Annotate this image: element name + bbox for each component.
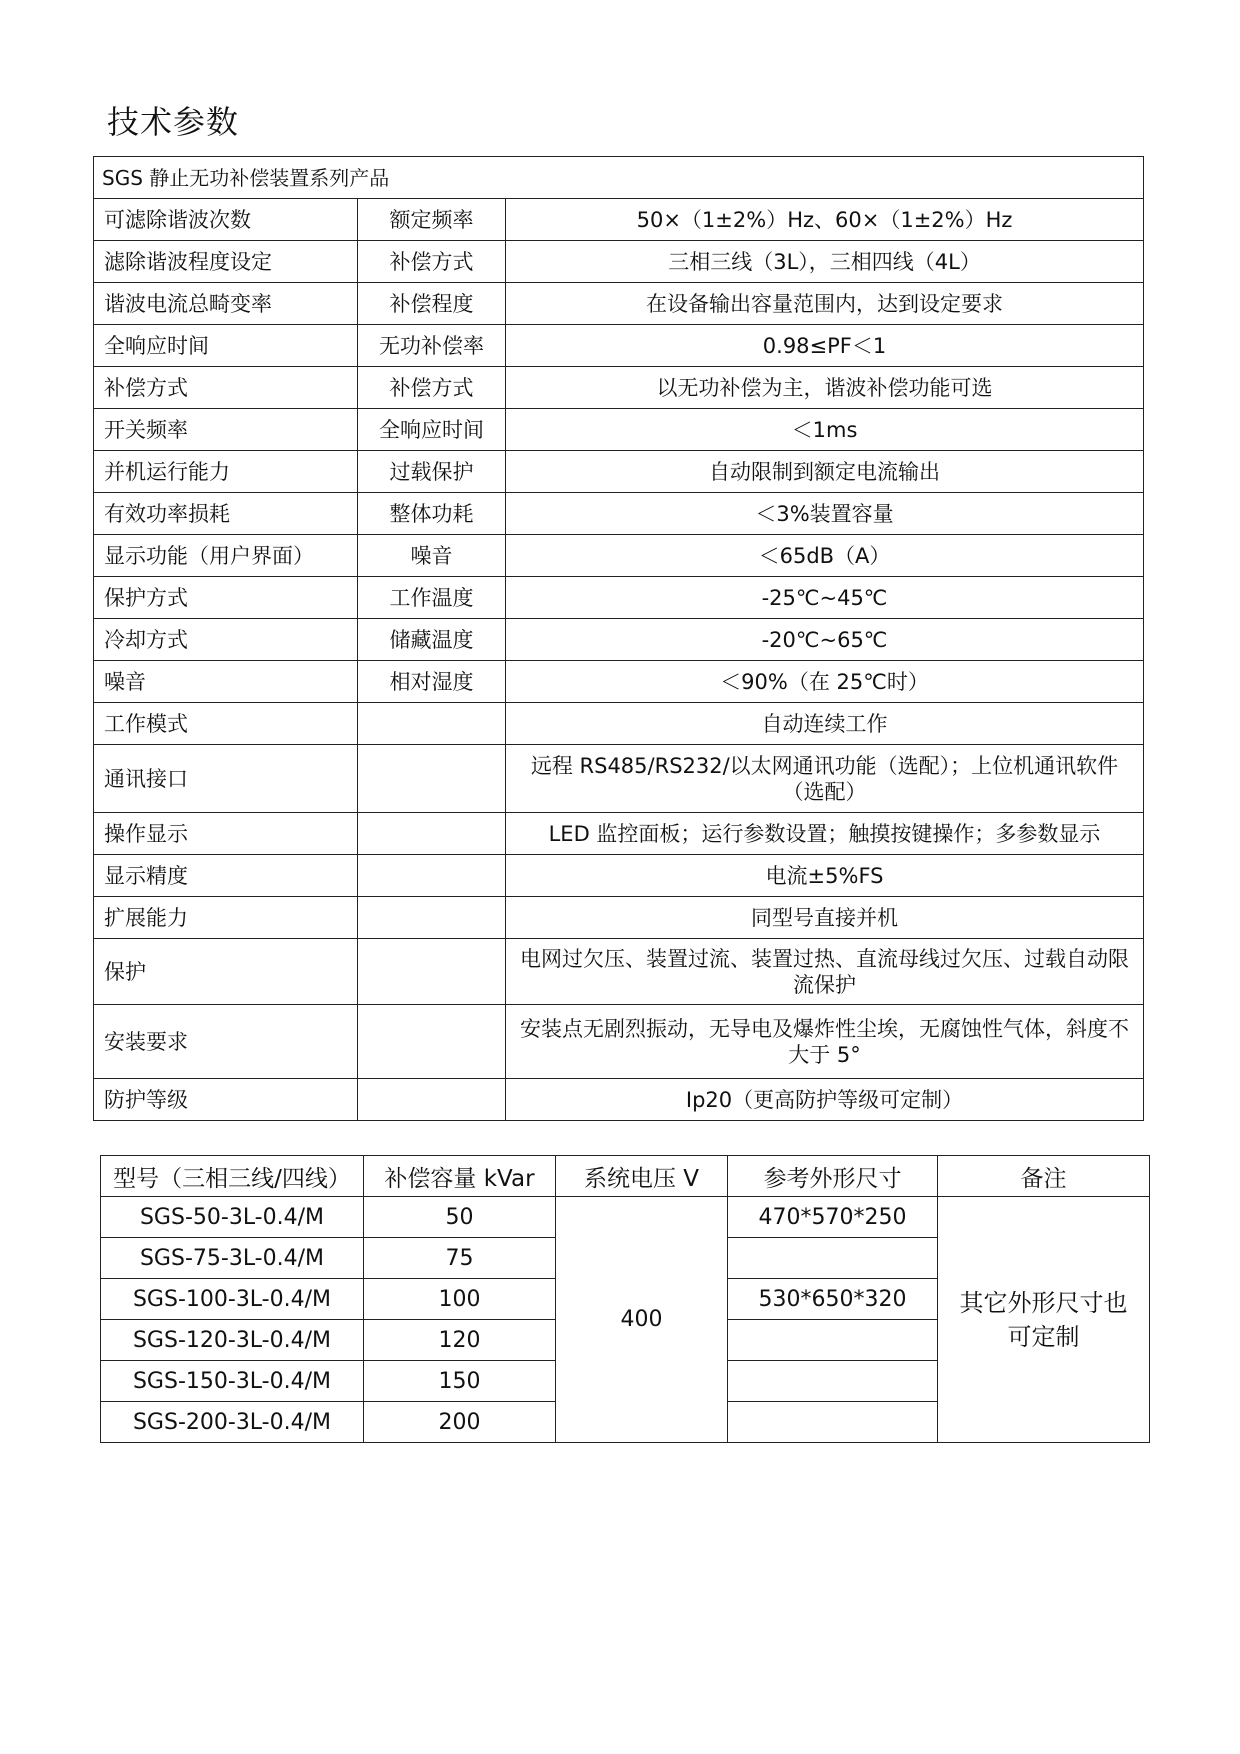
item-cell: 整体功耗 — [358, 493, 506, 535]
item-cell — [358, 1005, 506, 1079]
param-cell: 有效功率损耗 — [94, 493, 358, 535]
table-row — [94, 409, 1144, 451]
item-cell: 补偿程度 — [358, 283, 506, 325]
item-cell: 无功补偿率 — [358, 325, 506, 367]
size-cell — [728, 1238, 938, 1279]
capacity-cell: 120 — [364, 1320, 556, 1361]
value-cell: -25℃~45℃ — [506, 577, 1144, 619]
param-cell: 开关频率 — [94, 409, 358, 451]
table-row — [94, 325, 1144, 367]
item-cell — [358, 1079, 506, 1121]
value-cell: 电流±5%FS — [506, 855, 1144, 897]
table-row — [94, 1005, 1144, 1079]
table-row — [94, 493, 1144, 535]
value-cell: 自动连续工作 — [506, 703, 1144, 745]
value-cell: 同型号直接并机 — [506, 897, 1144, 939]
spec-table-header-row — [94, 157, 1144, 199]
item-cell: 相对湿度 — [358, 661, 506, 703]
param-cell: 并机运行能力 — [94, 451, 358, 493]
param-cell: 显示功能（用户界面） — [94, 535, 358, 577]
param-cell: 可滤除谐波次数 — [94, 199, 358, 241]
param-cell: 扩展能力 — [94, 897, 358, 939]
value-cell: ＜90%（在 25℃时） — [506, 661, 1144, 703]
value-cell: 0.98≤PF＜1 — [506, 325, 1144, 367]
model-table-header-row — [101, 1156, 1150, 1197]
param-cell: 补偿方式 — [94, 367, 358, 409]
model-table — [100, 1155, 1150, 1443]
spec-table — [93, 156, 1144, 1121]
param-cell: 防护等级 — [94, 1079, 358, 1121]
value-cell: 自动限制到额定电流输出 — [506, 451, 1144, 493]
param-cell: 冷却方式 — [94, 619, 358, 661]
header-remark: 备注 — [938, 1156, 1150, 1197]
header-model: 型号（三相三线/四线） — [101, 1156, 364, 1197]
table-row — [94, 535, 1144, 577]
item-cell — [358, 745, 506, 813]
table-row — [94, 897, 1144, 939]
param-cell: 安装要求 — [94, 1005, 358, 1079]
item-cell: 噪音 — [358, 535, 506, 577]
item-cell: 补偿方式 — [358, 367, 506, 409]
item-cell: 储藏温度 — [358, 619, 506, 661]
capacity-cell: 100 — [364, 1279, 556, 1320]
param-cell: 噪音 — [94, 661, 358, 703]
item-cell — [358, 855, 506, 897]
param-cell: 谐波电流总畸变率 — [94, 283, 358, 325]
item-cell — [358, 703, 506, 745]
table-row — [94, 577, 1144, 619]
model-cell: SGS-50-3L-0.4/M — [101, 1197, 364, 1238]
param-cell: 保护 — [94, 939, 358, 1005]
item-cell — [358, 939, 506, 1005]
value-cell: LED 监控面板；运行参数设置；触摸按键操作；多参数显示 — [506, 813, 1144, 855]
size-cell — [728, 1361, 938, 1402]
table-row — [94, 855, 1144, 897]
value-cell: 电网过欠压、装置过流、装置过热、直流母线过欠压、过载自动限流保护 — [506, 939, 1144, 1005]
model-cell: SGS-120-3L-0.4/M — [101, 1320, 364, 1361]
value-cell: 远程 RS485/RS232/以太网通讯功能（选配）；上位机通讯软件（选配） — [506, 745, 1144, 813]
table-row — [94, 619, 1144, 661]
param-cell: 保护方式 — [94, 577, 358, 619]
table-row — [94, 939, 1144, 1005]
header-size: 参考外形尺寸 — [728, 1156, 938, 1197]
param-cell: 工作模式 — [94, 703, 358, 745]
value-cell: 三相三线（3L），三相四线（4L） — [506, 241, 1144, 283]
size-cell: 530*650*320 — [728, 1279, 938, 1320]
page-title: 技术参数 — [107, 103, 240, 141]
value-cell: -20℃~65℃ — [506, 619, 1144, 661]
remark-cell: 其它外形尺寸也可定制 — [938, 1197, 1150, 1443]
value-cell: 在设备输出容量范围内，达到设定要求 — [506, 283, 1144, 325]
item-cell: 补偿方式 — [358, 241, 506, 283]
size-cell: 470*570*250 — [728, 1197, 938, 1238]
value-cell: 以无功补偿为主，谐波补偿功能可选 — [506, 367, 1144, 409]
table-row — [94, 241, 1144, 283]
item-cell — [358, 897, 506, 939]
value-cell: 安装点无剧烈振动，无导电及爆炸性尘埃，无腐蚀性气体，斜度不大于 5° — [506, 1005, 1144, 1079]
value-cell: ＜1ms — [506, 409, 1144, 451]
value-cell: ＜65dB（A） — [506, 535, 1144, 577]
param-cell: 通讯接口 — [94, 745, 358, 813]
param-cell: 显示精度 — [94, 855, 358, 897]
table-row — [94, 451, 1144, 493]
spec-table-header: SGS 静止无功补偿装置系列产品 — [94, 157, 1144, 199]
item-cell — [358, 813, 506, 855]
item-cell: 额定频率 — [358, 199, 506, 241]
table-row — [101, 1197, 1150, 1238]
value-cell: ＜3%装置容量 — [506, 493, 1144, 535]
model-cell: SGS-75-3L-0.4/M — [101, 1238, 364, 1279]
param-cell: 全响应时间 — [94, 325, 358, 367]
header-voltage: 系统电压 V — [556, 1156, 728, 1197]
model-cell: SGS-200-3L-0.4/M — [101, 1402, 364, 1443]
capacity-cell: 50 — [364, 1197, 556, 1238]
item-cell: 过载保护 — [358, 451, 506, 493]
table-row — [94, 661, 1144, 703]
capacity-cell: 150 — [364, 1361, 556, 1402]
item-cell: 工作温度 — [358, 577, 506, 619]
capacity-cell: 200 — [364, 1402, 556, 1443]
table-row — [94, 199, 1144, 241]
size-cell — [728, 1320, 938, 1361]
model-cell: SGS-150-3L-0.4/M — [101, 1361, 364, 1402]
capacity-cell: 75 — [364, 1238, 556, 1279]
table-row — [94, 1079, 1144, 1121]
table-row — [94, 745, 1144, 813]
param-cell: 滤除谐波程度设定 — [94, 241, 358, 283]
table-row — [94, 813, 1144, 855]
table-row — [94, 703, 1144, 745]
value-cell: 50×（1±2%）Hz、60×（1±2%）Hz — [506, 199, 1144, 241]
table-row — [94, 367, 1144, 409]
value-cell: Ip20（更高防护等级可定制） — [506, 1079, 1144, 1121]
param-cell: 操作显示 — [94, 813, 358, 855]
size-cell — [728, 1402, 938, 1443]
voltage-cell: 400 — [556, 1197, 728, 1443]
table-row — [94, 283, 1144, 325]
item-cell: 全响应时间 — [358, 409, 506, 451]
header-capacity: 补偿容量 kVar — [364, 1156, 556, 1197]
model-cell: SGS-100-3L-0.4/M — [101, 1279, 364, 1320]
